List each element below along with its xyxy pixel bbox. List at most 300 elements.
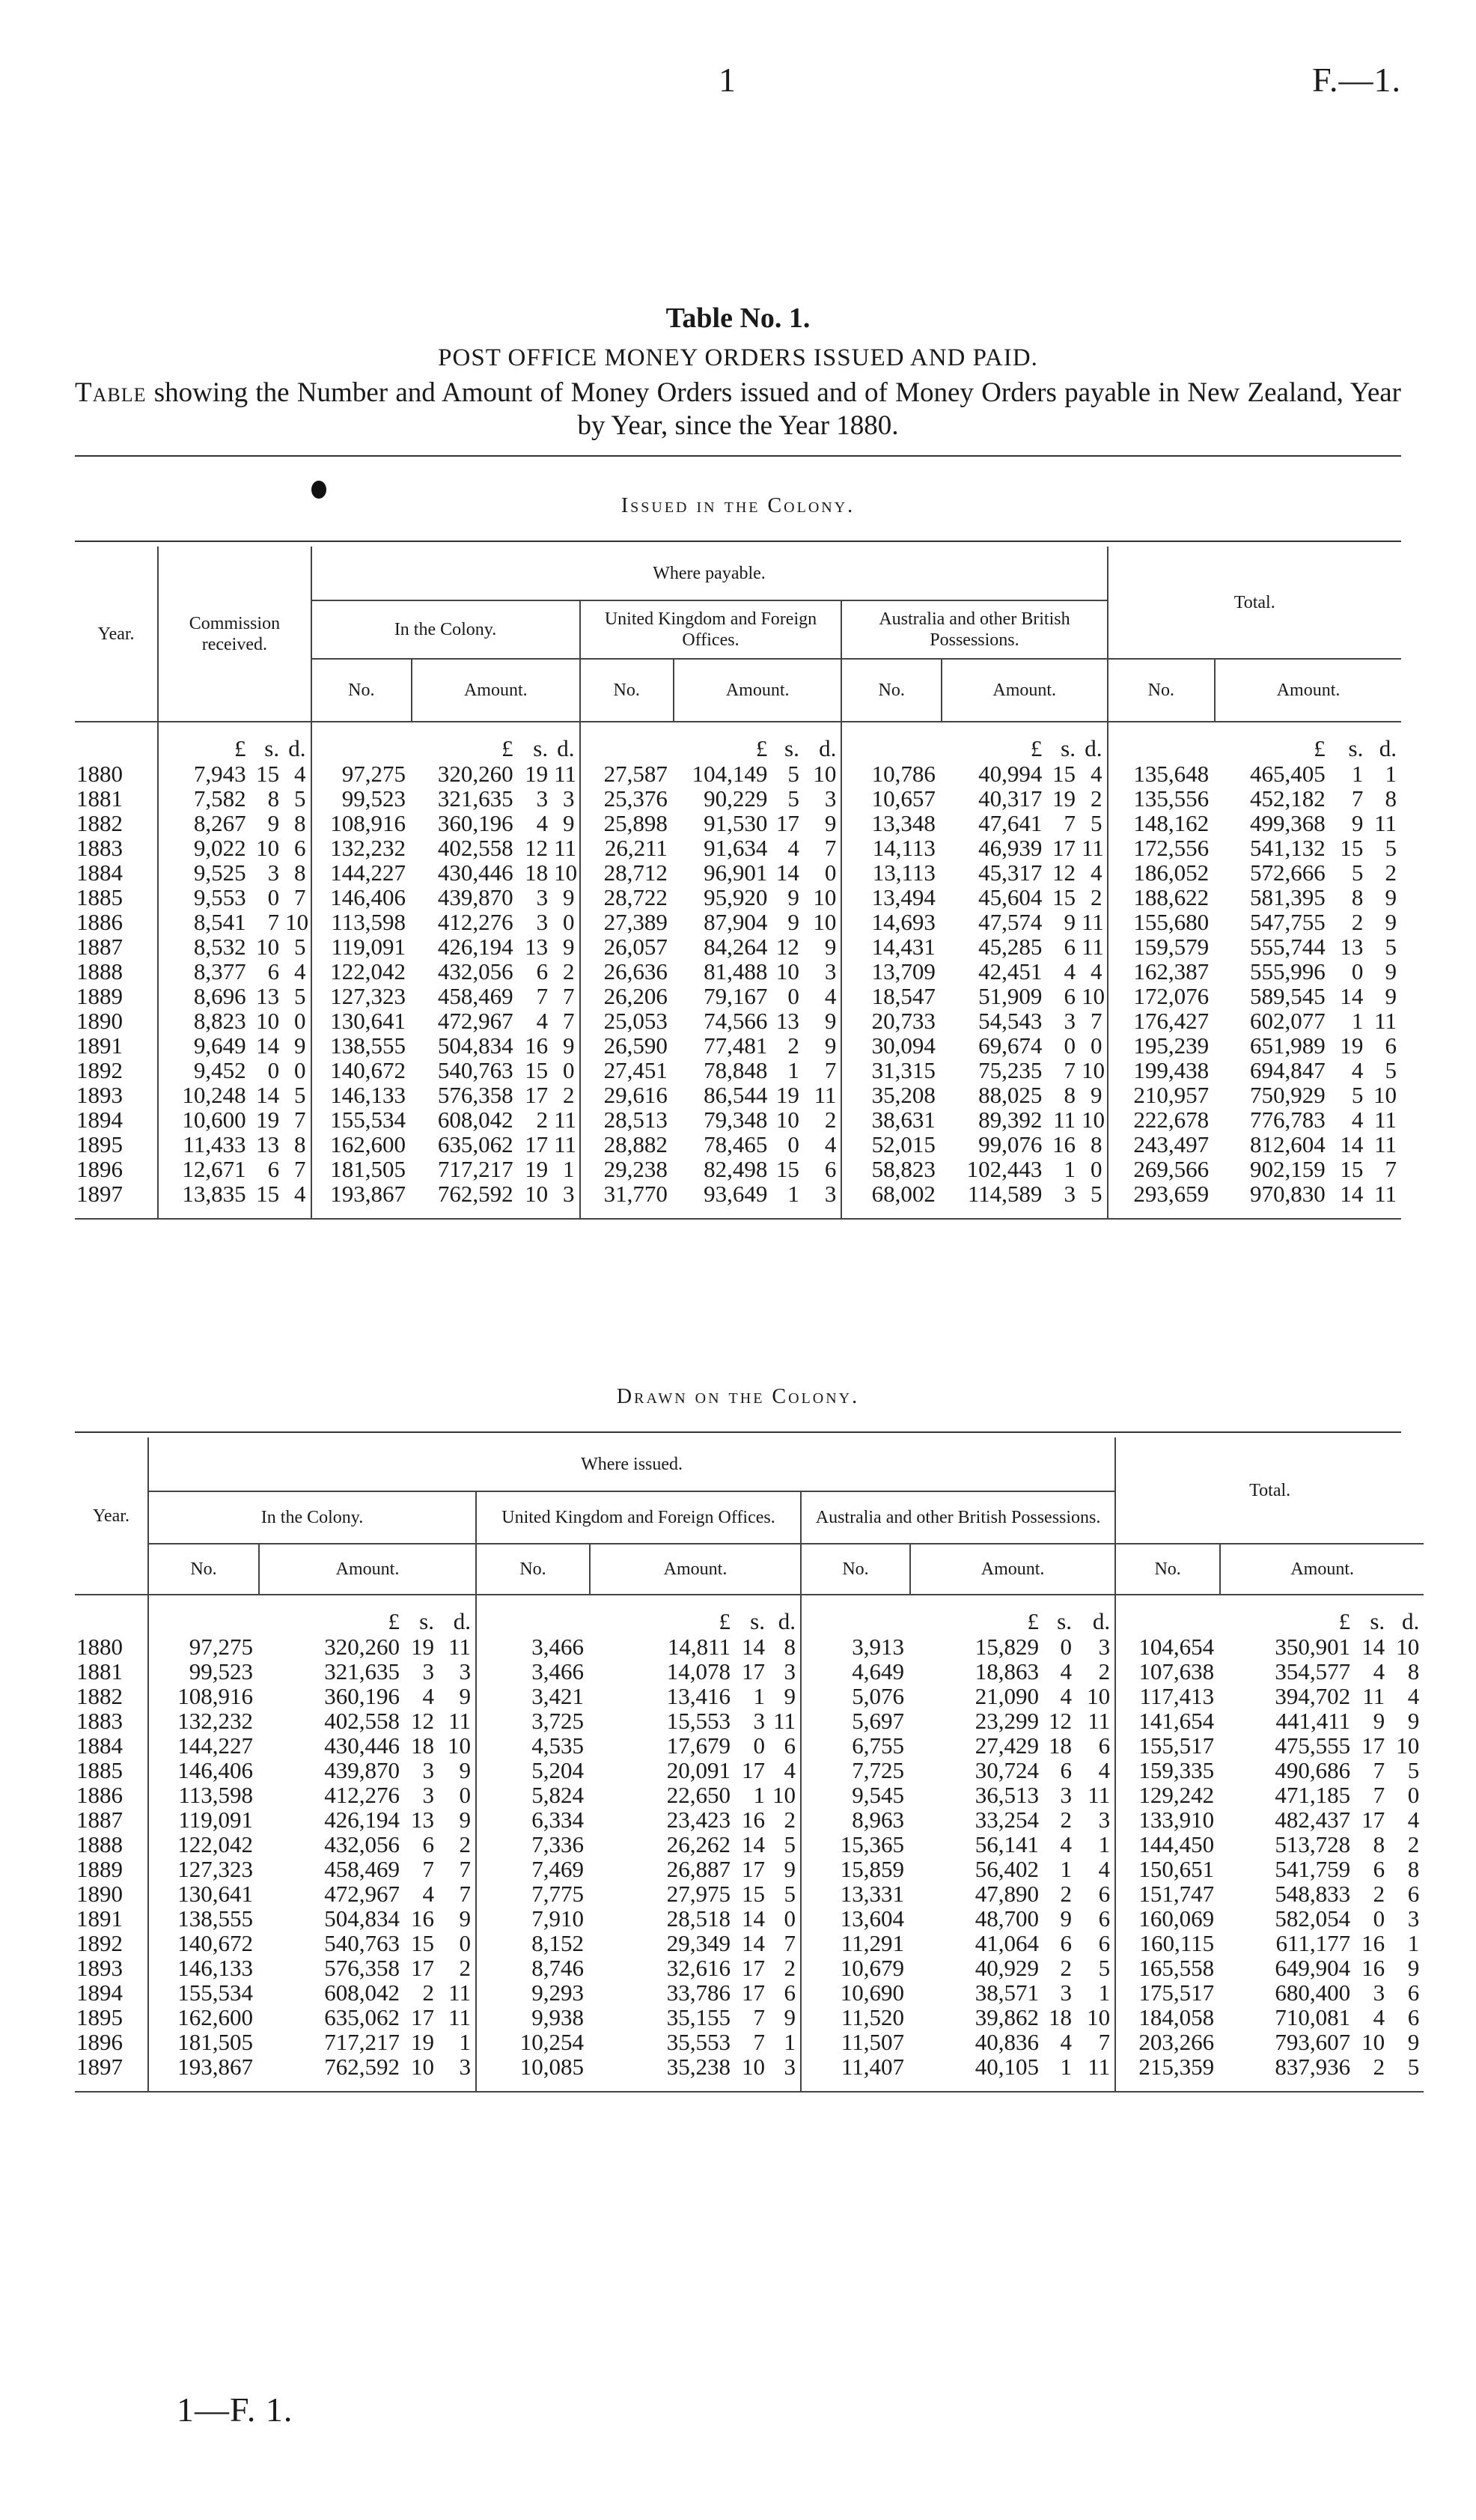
- commission-pence: 9: [294, 1032, 306, 1059]
- aus-pence: 6: [1098, 1930, 1111, 1956]
- aus-pounds: 42,451: [978, 958, 1043, 984]
- uk-number: 9,938: [476, 2005, 590, 2030]
- year-cell: 1896: [76, 1156, 123, 1182]
- tot-shillings: 0: [1351, 958, 1364, 984]
- commission-shillings: 9: [267, 810, 280, 836]
- aus-pounds: 45,317: [978, 859, 1043, 886]
- uk-pence: 8: [784, 1634, 796, 1660]
- uk-shillings: 14: [742, 1831, 765, 1857]
- uk-pence: 5: [784, 1831, 796, 1857]
- aus-pence: 10: [1081, 1057, 1105, 1083]
- aus-pounds: 54,543: [978, 1008, 1043, 1034]
- tot-number: 141,654: [1115, 1708, 1220, 1733]
- uk-shillings: 1: [769, 1181, 804, 1219]
- page-number: 1: [719, 61, 736, 99]
- uk-shillings: 14: [742, 1930, 765, 1956]
- aus-pounds: 51,909: [978, 983, 1043, 1009]
- col-pence: 9: [563, 884, 575, 910]
- aus-number: 13,709: [841, 959, 941, 984]
- tot-pence: 2: [1385, 859, 1397, 886]
- drawn-uk-no-header: No.: [476, 1544, 590, 1595]
- tot-pounds: 611,177: [1275, 1930, 1351, 1956]
- year-cell: 1882: [76, 1683, 123, 1709]
- issued-where-payable-header: Where payable.: [311, 547, 1108, 600]
- table-row: [75, 1008, 1401, 1033]
- tot-pence: 11: [1367, 1181, 1401, 1219]
- unit-blank: [841, 722, 941, 761]
- uk-number: 29,616: [580, 1083, 674, 1107]
- col-pence: 7: [459, 1881, 471, 1907]
- aus-pence: 11: [1081, 934, 1104, 960]
- uk-pence: 9: [824, 810, 837, 836]
- uk-number: 8,152: [476, 1931, 590, 1956]
- aus-number: 68,002: [841, 1181, 941, 1219]
- col-number: 130,641: [311, 1008, 412, 1033]
- unit-pounds: £: [501, 734, 513, 761]
- commission-shillings: 10: [256, 835, 280, 861]
- uk-pounds: 96,901: [704, 859, 768, 886]
- uk-pounds: 35,155: [666, 2004, 731, 2030]
- tot-pence: 9: [1407, 1955, 1420, 1981]
- uk-pounds: 86,544: [704, 1082, 768, 1108]
- tot-pounds: 589,545: [1250, 983, 1326, 1009]
- aus-number: 20,733: [841, 1008, 941, 1033]
- col-shillings: 4: [422, 1683, 434, 1709]
- issued-colony-no-header: No.: [311, 659, 412, 722]
- col-pounds: 321,635: [437, 785, 513, 812]
- year-cell: 1886: [76, 909, 123, 935]
- commission-pence: 4: [294, 761, 306, 787]
- tot-shillings: 8: [1351, 884, 1364, 910]
- aus-shillings: 4: [1064, 958, 1076, 984]
- commission-pounds: 9,022: [158, 836, 247, 860]
- uk-pounds: 79,348: [704, 1107, 768, 1133]
- commission-shillings: 6: [267, 958, 280, 984]
- col-number: 132,232: [311, 836, 412, 860]
- aus-pence: 11: [1076, 2054, 1115, 2092]
- tot-shillings: 4: [1373, 1658, 1385, 1684]
- uk-pounds: 14,811: [667, 1634, 731, 1660]
- tot-number: 222,678: [1108, 1107, 1216, 1132]
- table-row: [75, 1107, 1401, 1132]
- aus-number: 13,604: [801, 1906, 910, 1931]
- year-cell: 1893: [76, 1955, 123, 1981]
- table-row: [75, 1659, 1424, 1684]
- aus-pounds: 36,513: [975, 1782, 1039, 1808]
- unit-shillings: s.: [264, 734, 280, 761]
- tot-shillings: 2: [1373, 1881, 1385, 1907]
- col-shillings: 7: [422, 1856, 434, 1882]
- aus-shillings: 16: [1052, 1131, 1076, 1157]
- tot-number: 135,556: [1108, 786, 1216, 811]
- aus-number: 31,315: [841, 1058, 941, 1083]
- col-pence: 7: [563, 1008, 575, 1034]
- tot-shillings: 16: [1361, 1930, 1385, 1956]
- uk-pence: 9: [824, 1008, 837, 1034]
- commission-pounds: 8,541: [158, 910, 247, 934]
- issued-colony-amount-header: Amount.: [412, 659, 580, 722]
- unit-blank: [311, 722, 412, 761]
- tot-pence: 4: [1407, 1807, 1420, 1833]
- uk-pounds: 26,887: [666, 1856, 731, 1882]
- col-number: 122,042: [148, 1832, 259, 1857]
- table-row: [75, 786, 1401, 811]
- col-pounds: 360,196: [437, 810, 513, 836]
- commission-shillings: 7: [267, 909, 280, 935]
- tot-number: 188,622: [1108, 885, 1216, 910]
- aus-shillings: 3: [1060, 1979, 1072, 2006]
- year-cell: 1881: [76, 1658, 123, 1684]
- col-pounds: 576,358: [437, 1082, 513, 1108]
- tot-number: 243,497: [1108, 1132, 1216, 1157]
- uk-shillings: 17: [775, 810, 799, 836]
- aus-pence: 6: [1098, 1881, 1111, 1907]
- table-row: [75, 984, 1401, 1008]
- col-number: 119,091: [148, 1807, 259, 1832]
- aus-shillings: 6: [1060, 1757, 1072, 1783]
- tot-pounds: 471,185: [1275, 1782, 1351, 1808]
- uk-pounds: 84,264: [704, 934, 768, 960]
- unit-shillings: s.: [1057, 1607, 1072, 1634]
- tot-pence: 9: [1385, 884, 1397, 910]
- uk-pence: 6: [784, 1732, 796, 1759]
- tot-pence: 7: [1385, 1156, 1397, 1182]
- col-number: 181,505: [148, 2030, 259, 2054]
- uk-number: 27,587: [580, 761, 674, 786]
- description-lead: Table: [75, 377, 147, 408]
- uk-number: 29,238: [580, 1157, 674, 1181]
- table-description: [75, 377, 1401, 442]
- aus-shillings: 6: [1060, 1930, 1072, 1956]
- year-cell: 1883: [76, 1708, 123, 1734]
- aus-pounds: 30,724: [975, 1757, 1039, 1783]
- units-row: [75, 722, 1401, 761]
- tot-pounds: 970,830: [1215, 1181, 1327, 1219]
- col-pence: 3: [552, 1181, 579, 1219]
- unit-pounds: £: [388, 1607, 400, 1634]
- tot-shillings: 4: [1351, 1057, 1364, 1083]
- uk-number: 26,636: [580, 959, 674, 984]
- units-row: [75, 1595, 1424, 1634]
- tot-number: 269,566: [1108, 1157, 1216, 1181]
- aus-shillings: 9: [1064, 909, 1076, 935]
- drawn-colony-amount-header: Amount.: [259, 1544, 476, 1595]
- uk-number: 27,389: [580, 910, 674, 934]
- col-shillings: 13: [411, 1807, 434, 1833]
- commission-pence: 5: [294, 1082, 306, 1108]
- aus-number: 7,725: [801, 1758, 910, 1783]
- table-row: [75, 836, 1401, 860]
- unit-shillings: s.: [533, 734, 549, 761]
- tot-shillings: 16: [1361, 1955, 1385, 1981]
- tot-number: 159,335: [1115, 1758, 1220, 1783]
- col-shillings: 3: [536, 884, 549, 910]
- uk-number: 28,722: [580, 885, 674, 910]
- col-pounds: 320,260: [437, 761, 513, 787]
- tot-number: 150,651: [1115, 1857, 1220, 1881]
- commission-pence: 5: [294, 785, 306, 812]
- col-shillings: 16: [411, 1905, 434, 1932]
- commission-pounds: 10,248: [158, 1083, 247, 1107]
- tot-number: 104,654: [1115, 1634, 1220, 1659]
- uk-shillings: 10: [775, 958, 799, 984]
- unit-pounds: £: [1314, 734, 1326, 761]
- drawn-total-header: Total.: [1115, 1437, 1424, 1544]
- uk-pence: 7: [824, 1057, 837, 1083]
- issued-total-amount-header: Amount.: [1215, 659, 1401, 722]
- unit-pounds: £: [1030, 734, 1043, 761]
- table-row: [75, 1931, 1424, 1956]
- tot-number: 148,162: [1108, 811, 1216, 836]
- col-shillings: 12: [411, 1708, 434, 1734]
- aus-shillings: 1: [1064, 1156, 1076, 1182]
- col-number: 97,275: [148, 1634, 259, 1659]
- col-shillings: 17: [411, 2004, 434, 2030]
- tot-number: 165,558: [1115, 1956, 1220, 1980]
- uk-number: 5,824: [476, 1783, 590, 1807]
- uk-number: 5,204: [476, 1758, 590, 1783]
- uk-number: 6,334: [476, 1807, 590, 1832]
- aus-pence: 11: [1081, 835, 1104, 861]
- uk-number: 8,746: [476, 1956, 590, 1980]
- col-number: 127,323: [148, 1857, 259, 1881]
- table-row: [75, 1956, 1424, 1980]
- aus-shillings: 2: [1060, 1881, 1072, 1907]
- col-pence: 11: [448, 1708, 471, 1734]
- aus-shillings: 11: [1053, 1107, 1076, 1133]
- table-row: [75, 1783, 1424, 1807]
- commission-shillings: 0: [267, 884, 280, 910]
- col-pounds: 458,469: [324, 1856, 400, 1882]
- col-shillings: 3: [536, 909, 549, 935]
- aus-pounds: 45,285: [978, 934, 1043, 960]
- col-pounds: 426,194: [437, 934, 513, 960]
- commission-pounds: 9,525: [158, 860, 247, 885]
- tot-pence: 5: [1385, 934, 1397, 960]
- col-pounds: 402,558: [324, 1708, 400, 1734]
- uk-pence: 0: [824, 859, 837, 886]
- uk-shillings: 0: [753, 1732, 765, 1759]
- commission-pounds: 8,377: [158, 959, 247, 984]
- tot-pounds: 541,759: [1275, 1856, 1351, 1882]
- col-number: 193,867: [311, 1181, 412, 1219]
- uk-pence: 10: [813, 884, 837, 910]
- year-cell: 1891: [76, 1905, 123, 1932]
- tot-pence: 9: [1385, 983, 1397, 1009]
- col-pounds: 432,056: [437, 958, 513, 984]
- aus-shillings: 19: [1052, 785, 1076, 812]
- uk-shillings: 4: [787, 835, 799, 861]
- commission-shillings: 15: [248, 1181, 284, 1219]
- unit-shillings: s.: [784, 734, 799, 761]
- tot-number: 133,910: [1115, 1807, 1220, 1832]
- aus-number: 11,291: [801, 1931, 910, 1956]
- col-shillings: 19: [525, 1156, 549, 1182]
- col-pence: 9: [563, 934, 575, 960]
- aus-pounds: 69,674: [978, 1032, 1043, 1059]
- col-pounds: 458,469: [437, 983, 513, 1009]
- col-number: 97,275: [311, 761, 412, 786]
- year-cell: 1894: [76, 1107, 123, 1133]
- unit-pounds: £: [719, 1607, 731, 1634]
- uk-number: 3,421: [476, 1684, 590, 1708]
- col-number: 138,555: [311, 1033, 412, 1058]
- tot-pence: 3: [1407, 1905, 1420, 1932]
- uk-pounds: 32,616: [666, 1955, 731, 1981]
- uk-pence: 4: [824, 1131, 837, 1157]
- aus-pence: 6: [1098, 1905, 1111, 1932]
- unit-blank: [75, 722, 158, 761]
- aus-pounds: 88,025: [978, 1082, 1043, 1108]
- col-number: 193,867: [148, 2054, 259, 2092]
- year-cell: 1884: [76, 859, 123, 886]
- uk-pence: 11: [773, 1708, 796, 1734]
- col-pence: 9: [459, 1807, 471, 1833]
- drawn-colony-header: In the Colony.: [148, 1491, 476, 1544]
- col-number: 99,523: [148, 1659, 259, 1684]
- year-cell: 1888: [76, 1831, 123, 1857]
- col-pence: 9: [459, 1757, 471, 1783]
- uk-shillings: 17: [742, 1856, 765, 1882]
- col-number: 108,916: [311, 811, 412, 836]
- tot-pence: 2: [1407, 1831, 1420, 1857]
- uk-pounds: 95,920: [704, 884, 768, 910]
- col-shillings: 12: [525, 835, 549, 861]
- unit-pence: d.: [288, 734, 306, 761]
- uk-pounds: 78,465: [704, 1131, 768, 1157]
- col-shillings: 17: [411, 1955, 434, 1981]
- unit-pence: d.: [453, 1607, 471, 1634]
- uk-number: 26,206: [580, 984, 674, 1008]
- aus-pence: 10: [1087, 1683, 1111, 1709]
- aus-pounds: 46,939: [978, 835, 1043, 861]
- tot-pounds: 582,054: [1275, 1905, 1351, 1932]
- col-pence: 9: [459, 1683, 471, 1709]
- uk-pounds: 14,078: [666, 1658, 731, 1684]
- uk-pence: 6: [784, 1979, 796, 2006]
- aus-shillings: 2: [1060, 1807, 1072, 1833]
- uk-number: 7,336: [476, 1832, 590, 1857]
- col-pence: 11: [448, 1979, 471, 2006]
- issued-australia-header: Australia and other British Possessions.: [841, 600, 1107, 659]
- col-number: 146,133: [311, 1083, 412, 1107]
- col-number: 146,406: [148, 1758, 259, 1783]
- uk-pence: 10: [772, 1782, 796, 1808]
- aus-pence: 4: [1091, 958, 1103, 984]
- col-number: 140,672: [311, 1058, 412, 1083]
- table-row: [75, 1733, 1424, 1758]
- tot-number: 151,747: [1115, 1881, 1220, 1906]
- tot-shillings: 2: [1352, 2054, 1389, 2092]
- aus-number: 14,113: [841, 836, 941, 860]
- uk-pence: 2: [824, 1107, 837, 1133]
- aus-shillings: 8: [1064, 1082, 1076, 1108]
- title-rule: [75, 455, 1401, 457]
- unit-shillings: s.: [419, 1607, 434, 1634]
- tot-number: 184,058: [1115, 2005, 1220, 2030]
- aus-number: 14,431: [841, 934, 941, 959]
- tot-shillings: 19: [1340, 1032, 1364, 1059]
- uk-shillings: 2: [787, 1032, 799, 1059]
- uk-pence: 0: [784, 1905, 796, 1932]
- col-number: 146,406: [311, 885, 412, 910]
- uk-pence: 4: [824, 983, 837, 1009]
- tot-number: 215,359: [1115, 2054, 1220, 2092]
- uk-number: 26,057: [580, 934, 674, 959]
- aus-shillings: 1: [1040, 2054, 1076, 2092]
- uk-pence: 7: [784, 1930, 796, 1956]
- tot-pence: 11: [1374, 1107, 1397, 1133]
- tot-pence: 11: [1374, 1131, 1397, 1157]
- commission-pounds: 12,671: [158, 1157, 247, 1181]
- tot-number: 293,659: [1108, 1181, 1216, 1219]
- col-pence: 10: [554, 859, 578, 886]
- issued-australia-no-header: No.: [841, 659, 941, 722]
- tot-shillings: 14: [1361, 1634, 1385, 1660]
- issued-uk-header: United Kingdom and Foreign Offices.: [580, 600, 842, 659]
- year-cell: 1880: [76, 1634, 123, 1660]
- uk-pounds: 81,488: [704, 958, 768, 984]
- aus-pence: 10: [1081, 1107, 1105, 1133]
- commission-shillings: 14: [256, 1032, 280, 1059]
- tot-pounds: 350,901: [1275, 1634, 1351, 1660]
- tot-number: 203,266: [1115, 2030, 1220, 2054]
- col-number: 162,600: [311, 1132, 412, 1157]
- tot-pounds: 548,833: [1275, 1881, 1351, 1907]
- tot-pence: 9: [1385, 958, 1397, 984]
- aus-pounds: 27,429: [975, 1732, 1039, 1759]
- drawn-australia-header: Australia and other British Possessions.: [801, 1491, 1115, 1544]
- tot-number: 176,427: [1108, 1008, 1216, 1033]
- commission-shillings: 6: [267, 1156, 280, 1182]
- aus-pence: 10: [1081, 983, 1105, 1009]
- aus-pounds: 38,571: [975, 1979, 1039, 2006]
- uk-shillings: 17: [742, 1658, 765, 1684]
- tot-pounds: 680,400: [1275, 1979, 1351, 2006]
- uk-number: 7,469: [476, 1857, 590, 1881]
- col-pence: 0: [459, 1782, 471, 1808]
- tot-pounds: 902,159: [1250, 1156, 1326, 1182]
- commission-shillings: 13: [256, 983, 280, 1009]
- tot-shillings: 6: [1373, 1856, 1385, 1882]
- drawn-colony-no-header: No.: [148, 1544, 259, 1595]
- aus-shillings: 3: [1060, 1782, 1072, 1808]
- table-row: [75, 959, 1401, 984]
- uk-number: 7,910: [476, 1906, 590, 1931]
- col-pence: 10: [448, 1732, 471, 1759]
- table-row: [75, 1132, 1401, 1157]
- uk-pence: 3: [824, 785, 837, 812]
- col-pence: 9: [459, 1905, 471, 1932]
- unit-pence: d.: [1401, 1607, 1420, 1634]
- commission-pounds: 9,452: [158, 1058, 247, 1083]
- uk-shillings: 7: [753, 2004, 765, 2030]
- aus-shillings: 18: [1049, 2004, 1072, 2030]
- aus-pounds: 21,090: [975, 1683, 1039, 1709]
- aus-number: 13,494: [841, 885, 941, 910]
- uk-pence: 9: [824, 1032, 837, 1059]
- tot-pounds: 812,604: [1250, 1131, 1326, 1157]
- uk-number: 31,770: [580, 1181, 674, 1219]
- uk-number: 10,254: [476, 2030, 590, 2054]
- aus-pounds: 48,700: [975, 1905, 1039, 1932]
- tot-number: 210,957: [1108, 1083, 1216, 1107]
- uk-shillings: 13: [775, 1008, 799, 1034]
- tot-pounds: 649,904: [1275, 1955, 1351, 1981]
- table-row: [75, 860, 1401, 885]
- tot-shillings: 5: [1351, 859, 1364, 886]
- col-pence: 2: [459, 1955, 471, 1981]
